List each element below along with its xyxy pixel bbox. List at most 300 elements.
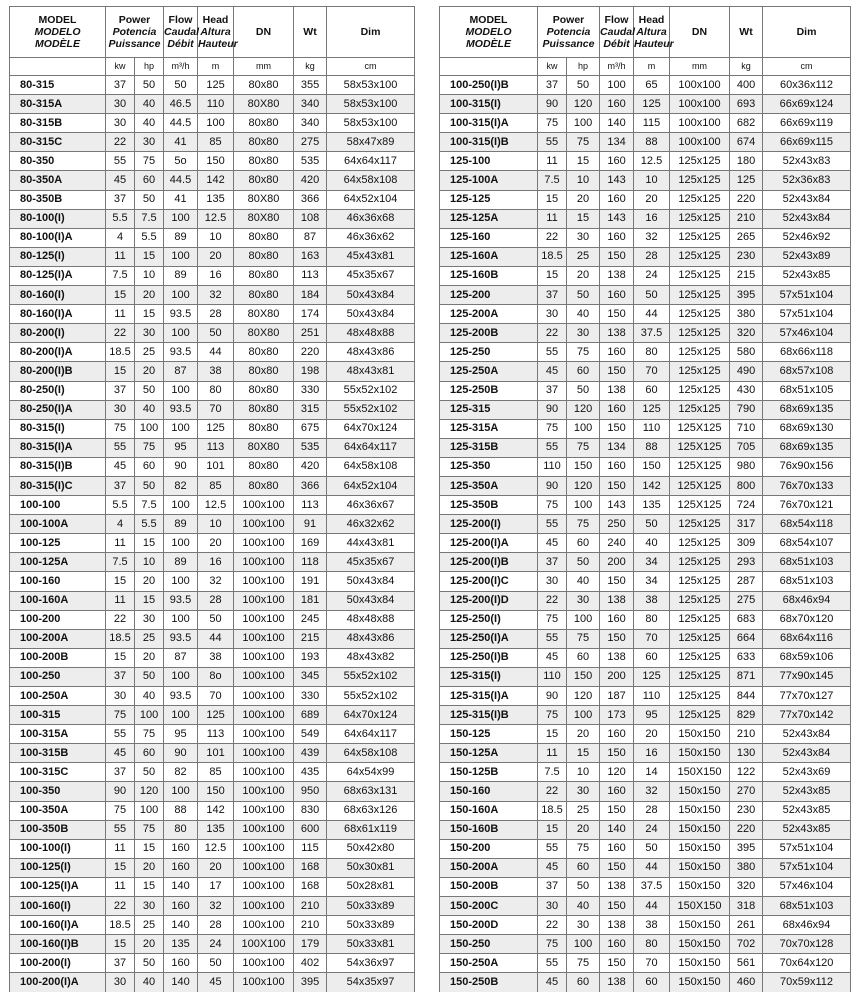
value-cell: 150x150 [670,782,730,801]
value-cell: 150X150 [670,763,730,782]
value-cell: 75 [567,438,600,457]
model-cell: 125-315(I)A [440,687,538,706]
value-cell: 58x53x100 [327,95,415,114]
value-cell: 85 [198,133,234,152]
value-cell: 52x43x83 [763,152,851,171]
model-cell: 80-350B [10,190,106,209]
value-cell: 100x100 [234,954,294,973]
value-cell: 52x43x85 [763,782,851,801]
value-cell: 80 [198,381,234,400]
table-row [10,515,415,534]
value-cell: 45 [106,744,135,763]
value-cell: 160 [600,228,634,247]
value-cell: 64x70x124 [327,706,415,725]
value-cell: 55 [538,343,567,362]
model-cell: 80-315(I)B [10,457,106,476]
value-cell: 90 [106,782,135,801]
value-cell: 125x125 [670,534,730,553]
value-cell: 50 [135,381,164,400]
value-cell: 143 [600,171,634,190]
value-cell: 93.5 [164,305,198,324]
table-row [10,324,415,343]
table-row [10,687,415,706]
value-cell: 800 [730,476,763,495]
table-row [440,209,851,228]
value-cell: 122 [730,763,763,782]
model-cell: 80-315C [10,133,106,152]
table-row [440,877,851,896]
value-cell: 251 [294,324,327,343]
value-cell: 57x51x104 [763,858,851,877]
model-cell: 125-160A [440,247,538,266]
model-cell: 80-125(I)A [10,266,106,285]
value-cell: 16 [634,744,670,763]
value-cell: 20 [567,266,600,285]
value-cell: 100 [135,706,164,725]
value-cell: 50x43x84 [327,305,415,324]
value-cell: 20 [567,820,600,839]
table-row [10,152,415,171]
value-cell: 150x150 [670,820,730,839]
table-row [10,419,415,438]
value-cell: 160 [600,400,634,419]
value-cell: 50 [164,76,198,95]
value-cell: 682 [730,114,763,133]
value-cell: 55x52x102 [327,381,415,400]
value-cell: 140 [600,114,634,133]
model-cell: 80-200(I)B [10,362,106,381]
table-row [10,381,415,400]
value-cell: 100x100 [234,858,294,877]
value-cell: 125x125 [670,171,730,190]
value-cell: 40 [135,400,164,419]
value-cell: 44.5 [164,114,198,133]
value-cell: 80x80 [234,247,294,266]
model-cell: 80-100(I)A [10,228,106,247]
table-row [10,534,415,553]
model-cell: 125-315A [440,419,538,438]
value-cell: 160 [164,954,198,973]
value-cell: 32 [198,897,234,916]
table-row [10,343,415,362]
value-cell: 80x80 [234,133,294,152]
value-cell: 724 [730,496,763,515]
value-cell: 22 [538,591,567,610]
value-cell: 64x54x99 [327,763,415,782]
header-model-line: MODÈLE [35,38,80,51]
model-cell: 100-200A [10,629,106,648]
model-cell: 150-125 [440,725,538,744]
value-cell: 50 [135,476,164,495]
table-row [440,95,851,114]
value-cell: 58x53x100 [327,114,415,133]
value-cell: 125 [198,419,234,438]
value-cell: 160 [600,839,634,858]
value-cell: 55 [538,629,567,648]
model-cell: 100-350 [10,782,106,801]
table-row [10,744,415,763]
value-cell: 705 [730,438,763,457]
value-cell: 318 [730,897,763,916]
value-cell: 37.5 [634,324,670,343]
value-cell: 75 [135,152,164,171]
value-cell: 143 [600,496,634,515]
value-cell: 52x43x84 [763,744,851,763]
value-cell: 55 [538,438,567,457]
value-cell: 683 [730,610,763,629]
value-cell: 120 [567,687,600,706]
header-power-line: Potencia [112,25,157,38]
value-cell: 15 [567,744,600,763]
value-cell: 12.5 [198,496,234,515]
model-cell: 100-350A [10,801,106,820]
value-cell: 60 [135,744,164,763]
model-cell: 150-125B [440,763,538,782]
value-cell: 75 [538,496,567,515]
value-cell: 275 [730,591,763,610]
value-cell: 55 [538,839,567,858]
value-cell: 110 [538,457,567,476]
value-cell: 15 [135,877,164,896]
value-cell: 100x100 [234,820,294,839]
value-cell: 100 [164,286,198,305]
value-cell: 120 [567,95,600,114]
value-cell: 210 [730,725,763,744]
header-power [538,7,600,58]
model-cell: 125-250A [440,362,538,381]
value-cell: 125x125 [670,648,730,667]
value-cell: 100x100 [234,744,294,763]
table-row [440,916,851,935]
model-cell: 150-200C [440,897,538,916]
value-cell: 100 [135,419,164,438]
value-cell: 75 [106,801,135,820]
model-cell: 125-250 [440,343,538,362]
header-model [440,7,538,58]
value-cell: 160 [600,343,634,362]
value-cell: 45 [106,457,135,476]
value-cell: 430 [730,381,763,400]
value-cell: 100 [164,419,198,438]
model-cell: 125-315B [440,438,538,457]
value-cell: 790 [730,400,763,419]
value-cell: 138 [600,591,634,610]
model-cell: 100-315B [10,744,106,763]
value-cell: 561 [730,954,763,973]
value-cell: 89 [164,266,198,285]
value-cell: 75 [567,954,600,973]
value-cell: 60 [634,973,670,992]
value-cell: 22 [106,133,135,152]
value-cell: 125x125 [670,305,730,324]
value-cell: 160 [164,897,198,916]
value-cell: 89 [164,515,198,534]
model-cell: 125-200(I)C [440,572,538,591]
value-cell: 150 [600,247,634,266]
header-dn: DN [234,7,294,58]
value-cell: 293 [730,553,763,572]
table-row [440,858,851,877]
value-cell: 18.5 [106,916,135,935]
value-cell: 91 [294,515,327,534]
value-cell: 30 [538,305,567,324]
value-cell: 75 [538,935,567,954]
value-cell: 30 [106,973,135,992]
model-cell: 125-200(I)A [440,534,538,553]
value-cell: 125x125 [670,190,730,209]
value-cell: 125x125 [670,553,730,572]
value-cell: 113 [294,266,327,285]
value-cell: 46x32x62 [327,515,415,534]
value-cell: 710 [730,419,763,438]
pump-spec-table-left [9,6,415,992]
model-cell: 100-125 [10,534,106,553]
value-cell: 52x43x85 [763,266,851,285]
value-cell: 10 [634,171,670,190]
value-cell: 125x125 [670,209,730,228]
header-dim: Dim [327,7,415,58]
value-cell: 50 [135,667,164,686]
model-cell: 100-200(I) [10,954,106,973]
value-cell: 75 [135,725,164,744]
header-flow [164,7,198,58]
value-cell: 93.5 [164,687,198,706]
value-cell: 37 [538,553,567,572]
table-row [10,954,415,973]
value-cell: 215 [294,629,327,648]
model-cell: 80-200(I)A [10,343,106,362]
value-cell: 55x52x102 [327,400,415,419]
value-cell: 100 [164,572,198,591]
table-row [10,76,415,95]
model-cell: 80-315(I) [10,419,106,438]
value-cell: 65 [634,76,670,95]
value-cell: 68x59x106 [763,648,851,667]
value-cell: 125 [634,400,670,419]
value-cell: 100x100 [234,782,294,801]
value-cell: 12.5 [634,152,670,171]
table-row [10,457,415,476]
value-cell: 60 [135,457,164,476]
model-cell: 100-315(I)B [440,133,538,152]
value-cell: 16 [198,266,234,285]
value-cell: 125x125 [670,572,730,591]
value-cell: 60 [567,858,600,877]
value-cell: 24 [198,935,234,954]
value-cell: 150 [600,419,634,438]
value-cell: 37 [538,286,567,305]
unit-cell: cm [763,58,851,76]
value-cell: 60 [634,381,670,400]
value-cell: 309 [730,534,763,553]
value-cell: 50 [198,610,234,629]
value-cell: 110 [538,667,567,686]
table-row [440,400,851,419]
value-cell: 173 [600,706,634,725]
table-row [440,706,851,725]
value-cell: 30 [567,228,600,247]
table-row [10,553,415,572]
value-cell: 7.5 [106,266,135,285]
value-cell: 160 [164,858,198,877]
value-cell: 60 [567,534,600,553]
value-cell: 950 [294,782,327,801]
value-cell: 37 [538,76,567,95]
value-cell: 110 [634,419,670,438]
unit-cell: m [634,58,670,76]
model-cell: 100-200B [10,648,106,667]
value-cell: 64x58x108 [327,457,415,476]
value-cell: 125x125 [670,400,730,419]
value-cell: 45 [106,171,135,190]
value-cell: 100X100 [234,935,294,954]
unit-cell: m [198,58,234,76]
value-cell: 24 [634,820,670,839]
value-cell: 24 [634,266,670,285]
value-cell: 181 [294,591,327,610]
value-cell: 702 [730,935,763,954]
value-cell: 20 [198,247,234,266]
table-row [440,744,851,763]
value-cell: 150x150 [670,858,730,877]
value-cell: 37 [106,763,135,782]
table-row [440,266,851,285]
value-cell: 77x90x145 [763,667,851,686]
value-cell: 60 [634,648,670,667]
value-cell: 125 [198,76,234,95]
value-cell: 64x70x124 [327,419,415,438]
value-cell: 142 [634,476,670,495]
value-cell: 18.5 [106,343,135,362]
table-row [10,820,415,839]
model-cell: 150-200D [440,916,538,935]
value-cell: 75 [538,706,567,725]
value-cell: 68x54x118 [763,515,851,534]
table-row [440,457,851,476]
value-cell: 113 [294,496,327,515]
value-cell: 142 [198,171,234,190]
table-row [440,610,851,629]
value-cell: 85 [198,763,234,782]
value-cell: 22 [538,916,567,935]
model-cell: 80-100(I) [10,209,106,228]
value-cell: 40 [567,305,600,324]
value-cell: 95 [164,725,198,744]
value-cell: 100 [567,496,600,515]
value-cell: 5.5 [106,209,135,228]
model-cell: 125-350A [440,476,538,495]
value-cell: 80x80 [234,114,294,133]
header-head [198,7,238,58]
value-cell: 150 [600,362,634,381]
table-row [440,897,851,916]
value-cell: 46x36x68 [327,209,415,228]
header-head-line: Head [638,13,665,26]
value-cell: 118 [294,553,327,572]
value-cell: 150 [600,954,634,973]
header-power-line: Power [552,13,585,26]
table-row [10,629,415,648]
table-row [10,706,415,725]
unit-cell: m³/h [164,58,198,76]
value-cell: 5.5 [135,228,164,247]
value-cell: 125X125 [670,457,730,476]
value-cell: 70 [634,362,670,381]
table-row [440,667,851,686]
model-cell: 125-200 [440,286,538,305]
value-cell: 85 [198,476,234,495]
value-cell: 30 [538,897,567,916]
value-cell: 11 [106,591,135,610]
table-row [10,114,415,133]
value-cell: 40 [135,973,164,992]
value-cell: 402 [294,954,327,973]
value-cell: 28 [198,916,234,935]
value-cell: 168 [294,877,327,896]
value-cell: 50x43x84 [327,286,415,305]
value-cell: 12.5 [198,839,234,858]
model-cell: 125-125 [440,190,538,209]
header-head-line: Head [202,13,229,26]
header-model-line: MODÈLE [466,38,511,51]
value-cell: 50 [567,381,600,400]
value-cell: 120 [567,476,600,495]
table-row [10,266,415,285]
value-cell: 689 [294,706,327,725]
model-cell: 125-250(I)A [440,629,538,648]
value-cell: 90 [164,457,198,476]
value-cell: 80x80 [234,381,294,400]
table-row [10,667,415,686]
value-cell: 380 [730,858,763,877]
value-cell: 75 [567,343,600,362]
value-cell: 80x80 [234,362,294,381]
value-cell: 60 [567,973,600,992]
value-cell: 55 [106,725,135,744]
model-cell: 100-100A [10,515,106,534]
value-cell: 52x43x84 [763,725,851,744]
header-model-line: MODELO [465,25,512,38]
value-cell: 70 [634,954,670,973]
model-cell: 125-200(I)B [440,553,538,572]
value-cell: 100 [164,209,198,228]
value-cell: 93.5 [164,400,198,419]
value-cell: 80x80 [234,266,294,285]
value-cell: 120 [600,763,634,782]
value-cell: 50x33x89 [327,897,415,916]
table-row [10,858,415,877]
value-cell: 76x70x133 [763,476,851,495]
value-cell: 125x125 [670,706,730,725]
value-cell: 82 [164,763,198,782]
table-row [440,152,851,171]
table-row [440,476,851,495]
model-cell: 80-315(I)C [10,476,106,495]
value-cell: 68x69x130 [763,419,851,438]
value-cell: 58x47x89 [327,133,415,152]
value-cell: 80x80 [234,476,294,495]
value-cell: 93.5 [164,343,198,362]
value-cell: 10 [135,266,164,285]
value-cell: 32 [198,572,234,591]
value-cell: 535 [294,152,327,171]
value-cell: 11 [538,209,567,228]
value-cell: 664 [730,629,763,648]
value-cell: 180 [730,152,763,171]
value-cell: 75 [567,629,600,648]
header-dn: DN [670,7,730,58]
value-cell: 48x43x86 [327,629,415,648]
